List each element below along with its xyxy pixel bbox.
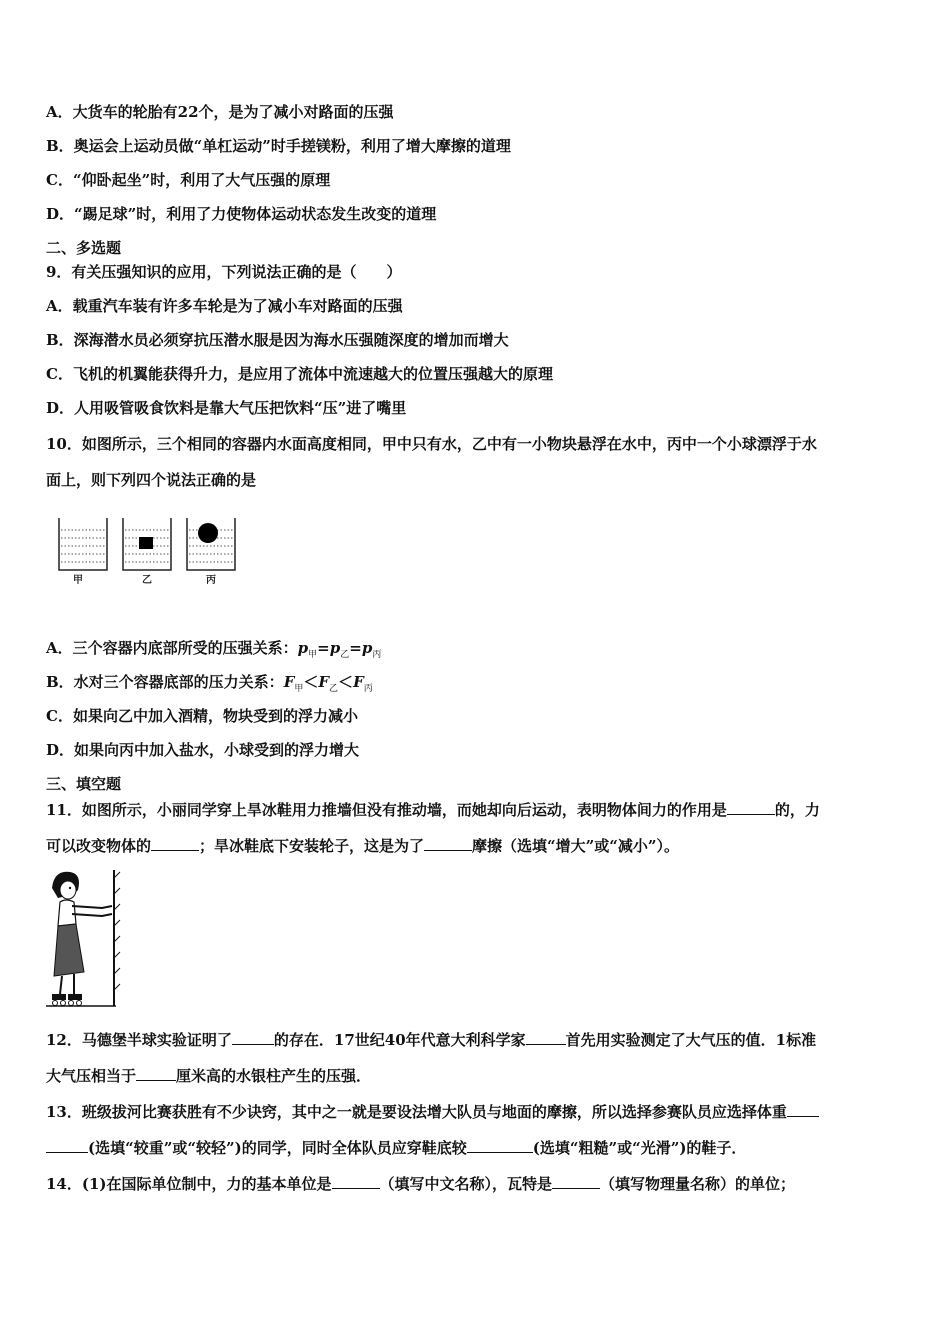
q12-line2: 大气压相当于 厘米高的水银柱产生的压强．	[46, 1067, 372, 1085]
q9-option-c: C．飞机的机翼能获得升力，是应用了流体中流速越大的位置压强越大的原理	[46, 365, 553, 383]
q11-skater-figure	[44, 868, 122, 1010]
q11-blank-2[interactable]	[151, 836, 199, 851]
q8-option-c: C．“仰卧起坐”时，利用了大气压强的原理	[46, 171, 331, 189]
q13-blank-1a[interactable]	[787, 1102, 819, 1117]
container-label-jia: 甲	[73, 575, 83, 586]
section3-title: 三、填空题	[46, 775, 122, 793]
q13-line2: (选填“较重”或“较轻”)的同学，同时全体队员应穿鞋底较 (选填“粗糙”或“光滑”)的鞋子．	[46, 1138, 746, 1158]
floating-ball	[198, 523, 218, 543]
q9-option-d: D．人用吸管吸食饮料是靠大气压把饮料“压”进了嘴里	[46, 399, 407, 417]
q10-option-c: C．如果向乙中加入酒精，物块受到的浮力减小	[46, 707, 358, 725]
container-label-yi: 乙	[142, 575, 152, 586]
q9-option-b: B．深海潜水员必须穿抗压潜水服是因为海水压强随深度的增加而增大	[46, 331, 509, 349]
q13-line1: 13．班级拔河比赛获胜有不少诀窍，其中之一就是要设法增大队员与地面的摩擦，所以选择参赛队员应选择体重	[46, 1102, 819, 1122]
q10-containers-figure	[55, 514, 245, 590]
section2-title: 二、多选题	[46, 239, 122, 257]
q8-option-b: B．奥运会上运动员做“单杠运动”时手搓镁粉，利用了增大摩擦的道理	[46, 137, 511, 155]
q11-blank-1[interactable]	[727, 800, 775, 815]
q10-stem-line2: 面上，则下列四个说法正确的是	[46, 471, 257, 489]
container-yi	[123, 518, 171, 570]
q11-line2: 可以改变物体的 ；旱冰鞋底下安装轮子，这是为了 摩擦（选填“增大”或“减小”）。	[46, 837, 680, 855]
q14-blank-2[interactable]	[552, 1174, 600, 1189]
container-label-bing: 丙	[206, 575, 216, 586]
q12-blank-3[interactable]	[136, 1066, 176, 1081]
container-jia	[59, 518, 107, 570]
q10-option-b: B．水对三个容器底部的压力关系：$F_甲<F_乙<F_丙$	[46, 673, 373, 694]
q8-option-a: A．大货车的轮胎有22个，是为了减小对路面的压强	[46, 103, 394, 121]
container-bing	[187, 518, 235, 570]
suspended-block	[139, 537, 153, 549]
q12-blank-2[interactable]	[526, 1030, 566, 1045]
q12-blank-1[interactable]	[232, 1030, 274, 1045]
q10-stem-line1: 10．如图所示，三个相同的容器内水面高度相同，甲中只有水，乙中有一小物块悬浮在水中，丙中一个小球漂浮于水	[46, 435, 817, 453]
q14-blank-1[interactable]	[332, 1174, 380, 1189]
q10-option-a: A．三个容器内底部所受的压强关系：$p_甲=p_乙=p_丙$	[46, 639, 382, 660]
q11-blank-3[interactable]	[424, 836, 472, 851]
q11-line1: 11．如图所示，小丽同学穿上旱冰鞋用力推墙但没有推动墙，而她却向后运动，表明物体间力的作用是 的，力	[46, 801, 820, 819]
q13-blank-2[interactable]	[467, 1138, 533, 1153]
q9-stem: 9．有关压强知识的应用，下列说法正确的是（ ）	[46, 263, 402, 281]
q8-option-d: D．“踢足球”时，利用了力使物体运动状态发生改变的道理	[46, 205, 437, 223]
q10-option-d: D．如果向丙中加入盐水，小球受到的浮力增大	[46, 741, 360, 759]
q14-line1: 14．(1)在国际单位制中，力的基本单位是 （填写中文名称），瓦特是 （填写物理量名称）的单位；	[46, 1175, 796, 1193]
q12-line1: 12．马德堡半球实验证明了 的存在．17世纪40年代意大利科学家 首先用实验测定了大气压的值．1标准	[46, 1031, 817, 1049]
q9-option-a: A．载重汽车装有许多车轮是为了减小车对路面的压强	[46, 297, 403, 315]
q13-blank-1b[interactable]	[46, 1138, 88, 1153]
